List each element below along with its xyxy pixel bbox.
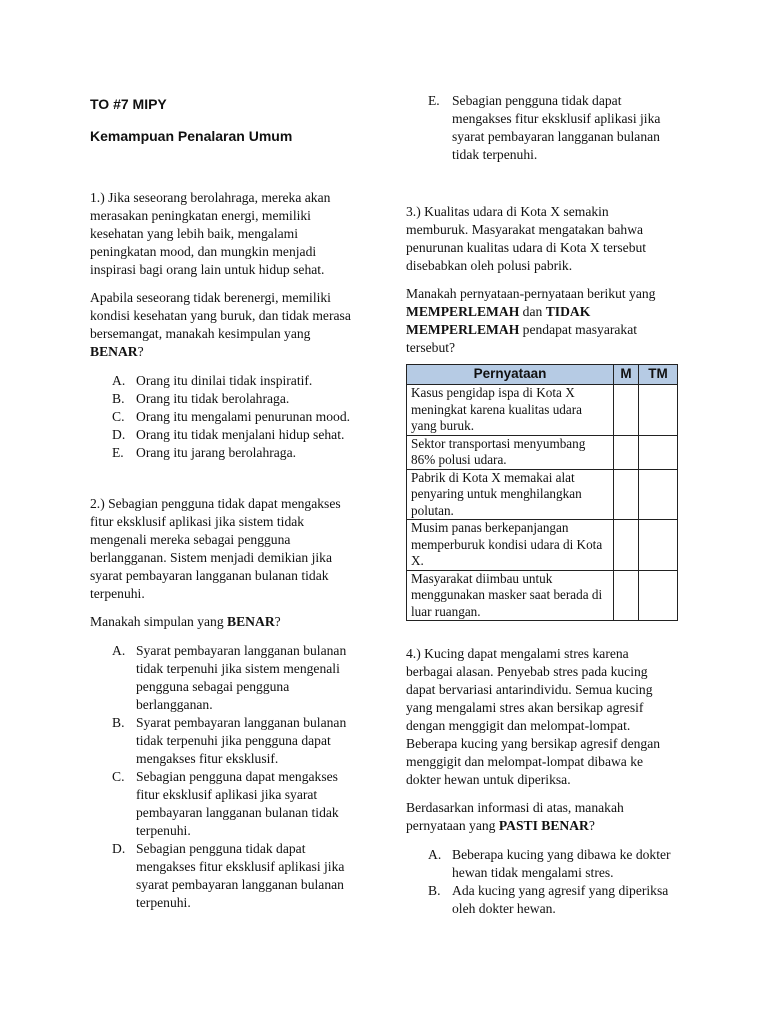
- question-4: [406, 645, 678, 918]
- option-text: Sebagian pengguna tidak dapat mengakses fitur eksklusif aplikasi jika syarat pembayaran langganan bulanan terpenuhi.: [136, 841, 345, 910]
- document-title: TO #7 MIPY: [90, 96, 167, 112]
- m-cell[interactable]: [614, 520, 639, 571]
- table-header-row: [407, 365, 678, 385]
- option[interactable]: [406, 882, 678, 918]
- table-row: [407, 435, 678, 469]
- table-row: [407, 520, 678, 571]
- option-letter: D.: [112, 427, 126, 442]
- header-tm: TM: [639, 365, 678, 385]
- tm-cell[interactable]: [639, 385, 678, 436]
- option-text: Syarat pembayaran langganan bulanan tidak terpenuhi jika pengguna dapat mengakses fitur eksklusif.: [136, 715, 347, 766]
- table-row: [407, 469, 678, 520]
- option-letter: D.: [112, 841, 126, 856]
- question-1-prompt-end: ?: [137, 344, 144, 359]
- tm-cell[interactable]: [639, 570, 678, 621]
- option-letter: B.: [112, 715, 125, 730]
- option[interactable]: [90, 408, 352, 426]
- option-letter: A.: [112, 373, 126, 388]
- statement-cell: Pabrik di Kota X memakai alat penyaring untuk menghilangkan polutan.: [407, 469, 614, 520]
- question-4-prompt: [406, 799, 678, 835]
- question-2-stem: 2.) Sebagian pengguna tidak dapat mengakses fitur eksklusif aplikasi jika sistem tidak mengenali mereka sebagai pengguna berlangganan. Sistem menjadi demikian jika syarat pembayaran langganan bulanan tidak terpenuhi.: [90, 496, 341, 601]
- option-letter: B.: [112, 391, 125, 406]
- question-1-options: [90, 372, 352, 462]
- statement-cell: Musim panas berkepanjangan memperburuk kondisi udara di Kota X.: [407, 520, 614, 571]
- option-letter: A.: [428, 847, 442, 862]
- option-text: Ada kucing yang agresif yang diperiksa oleh dokter hewan.: [452, 883, 669, 916]
- question-1-stem: 1.) Jika seseorang berolahraga, mereka akan merasakan peningkatan energi, memiliki kesehatan yang lebih baik, mengalami peningkatan mood, dan mungkin menjadi inspirasi bagi orang lain untuk hidup sehat.: [90, 190, 331, 277]
- option-letter: C.: [112, 409, 125, 424]
- option-text: Orang itu jarang berolahraga.: [136, 445, 297, 460]
- option-letter: E.: [428, 93, 440, 108]
- option-text: Beberapa kucing yang dibawa ke dokter hewan tidak mengalami stres.: [452, 847, 671, 880]
- tm-cell[interactable]: [639, 520, 678, 571]
- question-1-prompt-text: Apabila seseorang tidak berenergi, memiliki kondisi kesehatan yang buruk, dan tidak merasa bersemangat, manakah kesimpulan yang: [90, 290, 351, 341]
- question-2-options: [90, 642, 352, 912]
- option-letter: A.: [112, 643, 126, 658]
- question-3-prompt-end: pendapat masyarakat tersebut?: [406, 322, 638, 355]
- question-2-prompt: [90, 613, 352, 631]
- question-4-prompt-text: Berdasarkan informasi di atas, manakah pernyataan yang: [406, 800, 624, 833]
- m-cell[interactable]: [614, 435, 639, 469]
- question-3-prompt-bold-2: TIDAK MEMPERLEMAH: [406, 304, 591, 337]
- option[interactable]: [90, 390, 352, 408]
- question-4-prompt-bold: PASTI BENAR: [498, 818, 589, 833]
- question-3: [406, 203, 672, 357]
- question-2-options-continued: [406, 92, 678, 164]
- option-text: Orang itu mengalami penurunan mood.: [136, 409, 351, 424]
- m-cell[interactable]: [614, 469, 639, 520]
- question-2-prompt-bold: BENAR: [227, 614, 275, 629]
- statement-cell: Sektor transportasi menyumbang 86% polusi udara.: [407, 435, 614, 469]
- statement-cell: Kasus pengidap ispa di Kota X meningkat karena kualitas udara yang buruk.: [407, 385, 614, 436]
- question-3-prompt: [406, 285, 672, 357]
- question-3-prompt-bold-1: MEMPERLEMAH: [406, 304, 520, 319]
- table-row: [407, 385, 678, 436]
- section-title: Kemampuan Penalaran Umum: [90, 128, 293, 144]
- m-cell[interactable]: [614, 570, 639, 621]
- question-3-prompt-mid: dan: [519, 304, 546, 319]
- header-m: M: [614, 365, 639, 385]
- option[interactable]: [90, 444, 352, 462]
- statement-table: [406, 364, 678, 621]
- question-2: [90, 495, 352, 912]
- question-4-stem: 4.) Kucing dapat mengalami stres karena berbagai alasan. Penyebab stres pada kucing dapat bervariasi antarindividu. Semua kucing yang mengalami stres akan bersikap agresif dengan menggigit dan melompat-lompat. Beberapa kucing yang bersikap agresif dengan menggigit dan melompat-lompat dibawa ke dokter hewan untuk diperiksa.: [406, 646, 661, 787]
- question-3-prompt-text: Manakah pernyataan-pernyataan berikut yang: [406, 286, 656, 301]
- question-1: [90, 189, 352, 462]
- question-1-prompt-bold: BENAR: [90, 344, 138, 359]
- option[interactable]: [406, 92, 678, 164]
- option-text: Orang itu tidak berolahraga.: [136, 391, 290, 406]
- option[interactable]: [90, 768, 352, 840]
- statement-cell: Masyarakat diimbau untuk menggunakan masker saat berada di luar ruangan.: [407, 570, 614, 621]
- option-text: Orang itu dinilai tidak inspiratif.: [136, 373, 313, 388]
- option[interactable]: [90, 426, 352, 444]
- option-letter: E.: [112, 445, 124, 460]
- question-2-options-e: [406, 92, 678, 164]
- option[interactable]: [406, 846, 678, 882]
- option[interactable]: [90, 372, 352, 390]
- option[interactable]: [90, 714, 352, 768]
- option[interactable]: [90, 840, 352, 912]
- question-1-prompt: [90, 289, 352, 361]
- option-letter: C.: [112, 769, 125, 784]
- m-cell[interactable]: [614, 385, 639, 436]
- option-text: Orang itu tidak menjalani hidup sehat.: [136, 427, 345, 442]
- option[interactable]: [90, 642, 352, 714]
- question-4-options: [406, 846, 678, 918]
- question-4-prompt-end: ?: [588, 818, 595, 833]
- header-statement: Pernyataan: [407, 365, 614, 385]
- question-3-stem: 3.) Kualitas udara di Kota X semakin memburuk. Masyarakat mengatakan bahwa penurunan kualitas udara di Kota X tersebut disebabkan oleh polusi pabrik.: [406, 204, 647, 273]
- option-text: Syarat pembayaran langganan bulanan tidak terpenuhi jika sistem mengenali pengguna sebagai pengguna berlangganan.: [136, 643, 347, 712]
- tm-cell[interactable]: [639, 435, 678, 469]
- option-text: Sebagian pengguna dapat mengakses fitur eksklusif aplikasi jika syarat pembayaran langganan bulanan tidak terpenuhi.: [136, 769, 339, 838]
- question-2-prompt-text: Manakah simpulan yang: [90, 614, 228, 629]
- option-text: Sebagian pengguna tidak dapat mengakses fitur eksklusif aplikasi jika syarat pembayaran langganan bulanan tidak terpenuhi.: [452, 93, 661, 162]
- option-letter: B.: [428, 883, 441, 898]
- question-2-prompt-end: ?: [274, 614, 281, 629]
- table-row: [407, 570, 678, 621]
- tm-cell[interactable]: [639, 469, 678, 520]
